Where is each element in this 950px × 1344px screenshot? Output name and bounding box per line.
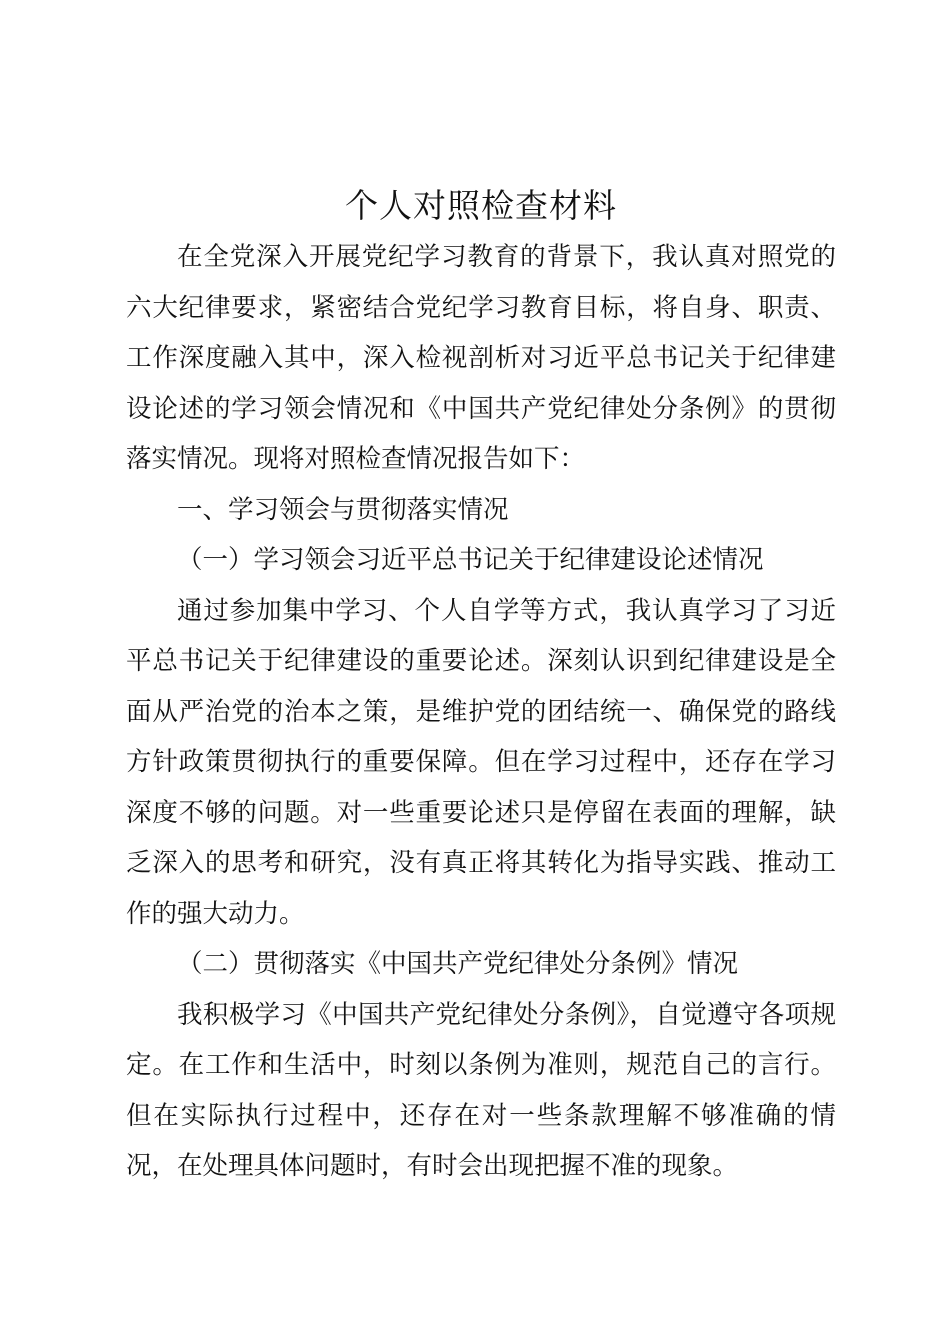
subsection-1-heading: （一）学习领会习近平总书记关于纪律建设论述情况	[177, 545, 764, 575]
document-title: 个人对照检查材料	[345, 186, 617, 225]
document-body	[126, 180, 836, 1192]
section-1-heading: 一、学习领会与贯彻落实情况	[177, 494, 509, 525]
intro-paragraph: 在全党深入开展党纪学习教育的背景下，我认真对照党的六大纪律要求，紧密结合党纪学习教育目标，将自身、职责、工作深度融入其中，深入检视剖析对习近平总书记关于纪律建设论述的学习领会情况和《中国共产党纪律处分条例》的贯彻落实情况。现将对照检查情况报告如下：	[126, 242, 836, 474]
subsection-2-paragraph: 我积极学习《中国共产党纪律处分条例》，自觉遵守各项规定。在工作和生活中，时刻以条例为准则，规范自己的言行。但在实际执行过程中，还存在对一些条款理解不够准确的情况，在处理具体问题时，有时会出现把握不准的现象。	[126, 999, 836, 1181]
subsection-1-paragraph: 通过参加集中学习、个人自学等方式，我认真学习了习近平总书记关于纪律建设的重要论述。深刻认识到纪律建设是全面从严治党的治本之策，是维护党的团结统一、确保党的路线方针政策贯彻执行的重要保障。但在学习过程中，还存在学习深度不够的问题。对一些重要论述只是停留在表面的理解，缺乏深入的思考和研究，没有真正将其转化为指导实践、推动工作的强大动力。	[126, 595, 836, 929]
subsection-2-heading: （二）贯彻落实《中国共产党纪律处分条例》情况	[177, 949, 739, 979]
